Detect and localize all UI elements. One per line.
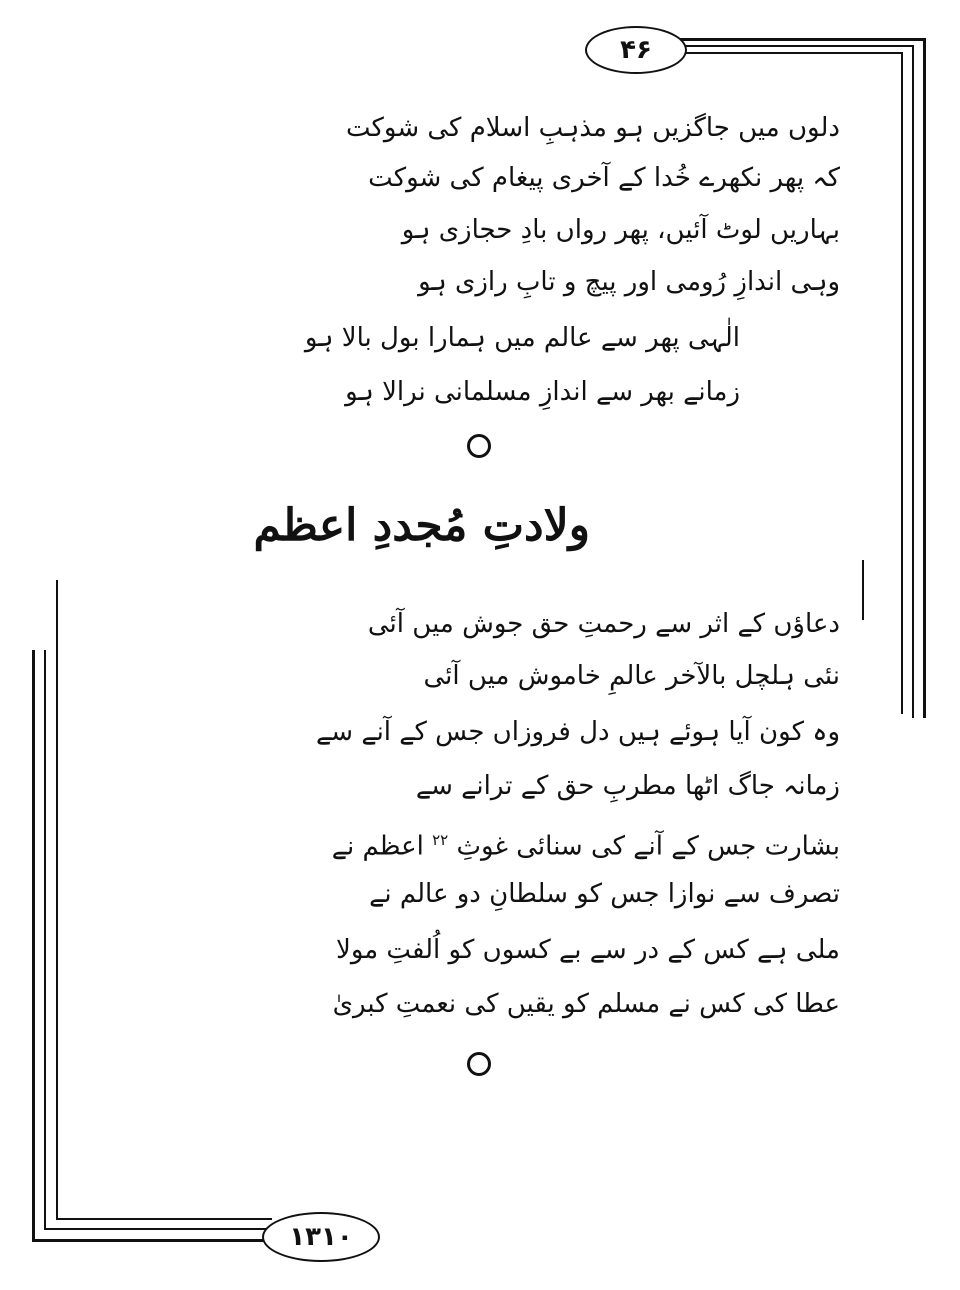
bottom-page-number [262,1212,380,1262]
frame-top-outer [680,38,926,41]
section2-line-8: عطا کی کس نے مسلم کو یقیں کی نعمتِ کبریٰ [332,989,840,1019]
section1-line-6: زمانے بھر سے اندازِ مسلمانی نرالا ہو [345,377,740,407]
section1-line-5: الٰہی پھر سے عالم میں ہمارا بول بالا ہو [304,323,740,353]
section2-line-1: دعاؤں کے اثر سے رحمتِ حق جوش میں آئی [367,609,840,639]
frame-bottom-inner [56,1218,272,1220]
frame-right-inner [901,52,903,714]
section2-line-7: ملی ہے کس کے در سے بے کسوں کو اُلفتِ مولا [335,935,840,965]
frame-right-outer [923,38,926,718]
frame-left-mid [44,650,46,1230]
section-separator-2 [467,1052,491,1076]
frame-top-mid [680,45,914,47]
footnote-marker: ۲۲ [432,831,449,849]
frame-bottom-mid [44,1228,272,1230]
bottom-page-number-text: ۱۳۱۰ [289,1222,353,1252]
section2-line-5-tail: اعظم نے [331,831,424,862]
section-separator-1 [467,434,491,458]
section2-line-5-head: بشارت جس کے آنے کی سنائی غوثِ [456,831,840,862]
section2-line-2: نئی ہلچل بالآخر عالمِ خاموش میں آئی [423,661,840,691]
section-heading: ولادتِ مُجددِ اعظم [253,500,590,551]
frame-left-inner [56,580,58,1220]
section1-line-1: دلوں میں جاگزیں ہو مذہبِ اسلام کی شوکت [346,113,840,143]
frame-right-mid [912,45,914,718]
section2-line-5 [332,820,840,867]
section2-line-6: تصرف سے نوازا جس کو سلطانِ دو عالم نے [369,879,840,909]
section1-line-3: بہاریں لوٹ آئیں، پھر رواں بادِ حجازی ہو [401,215,840,245]
section2-line-3: وہ کون آیا ہوئے ہیں دل فروزاں جس کے آنے سے [316,717,840,747]
frame-bottom-outer [32,1239,272,1242]
top-page-number-text: ۴۶ [620,35,652,65]
top-page-number [585,26,687,74]
section1-line-2: کہ پھر نکھرے خُدا کے آخری پیغام کی شوکت [368,163,840,193]
frame-right-extension [862,560,864,620]
frame-left-outer [32,650,35,1242]
section1-line-4: وہی اندازِ رُومی اور پیچ و تابِ رازی ہو [418,267,840,297]
section2-line-4: زمانہ جاگ اٹھا مطربِ حق کے ترانے سے [415,771,840,801]
frame-top-inner [680,52,902,54]
